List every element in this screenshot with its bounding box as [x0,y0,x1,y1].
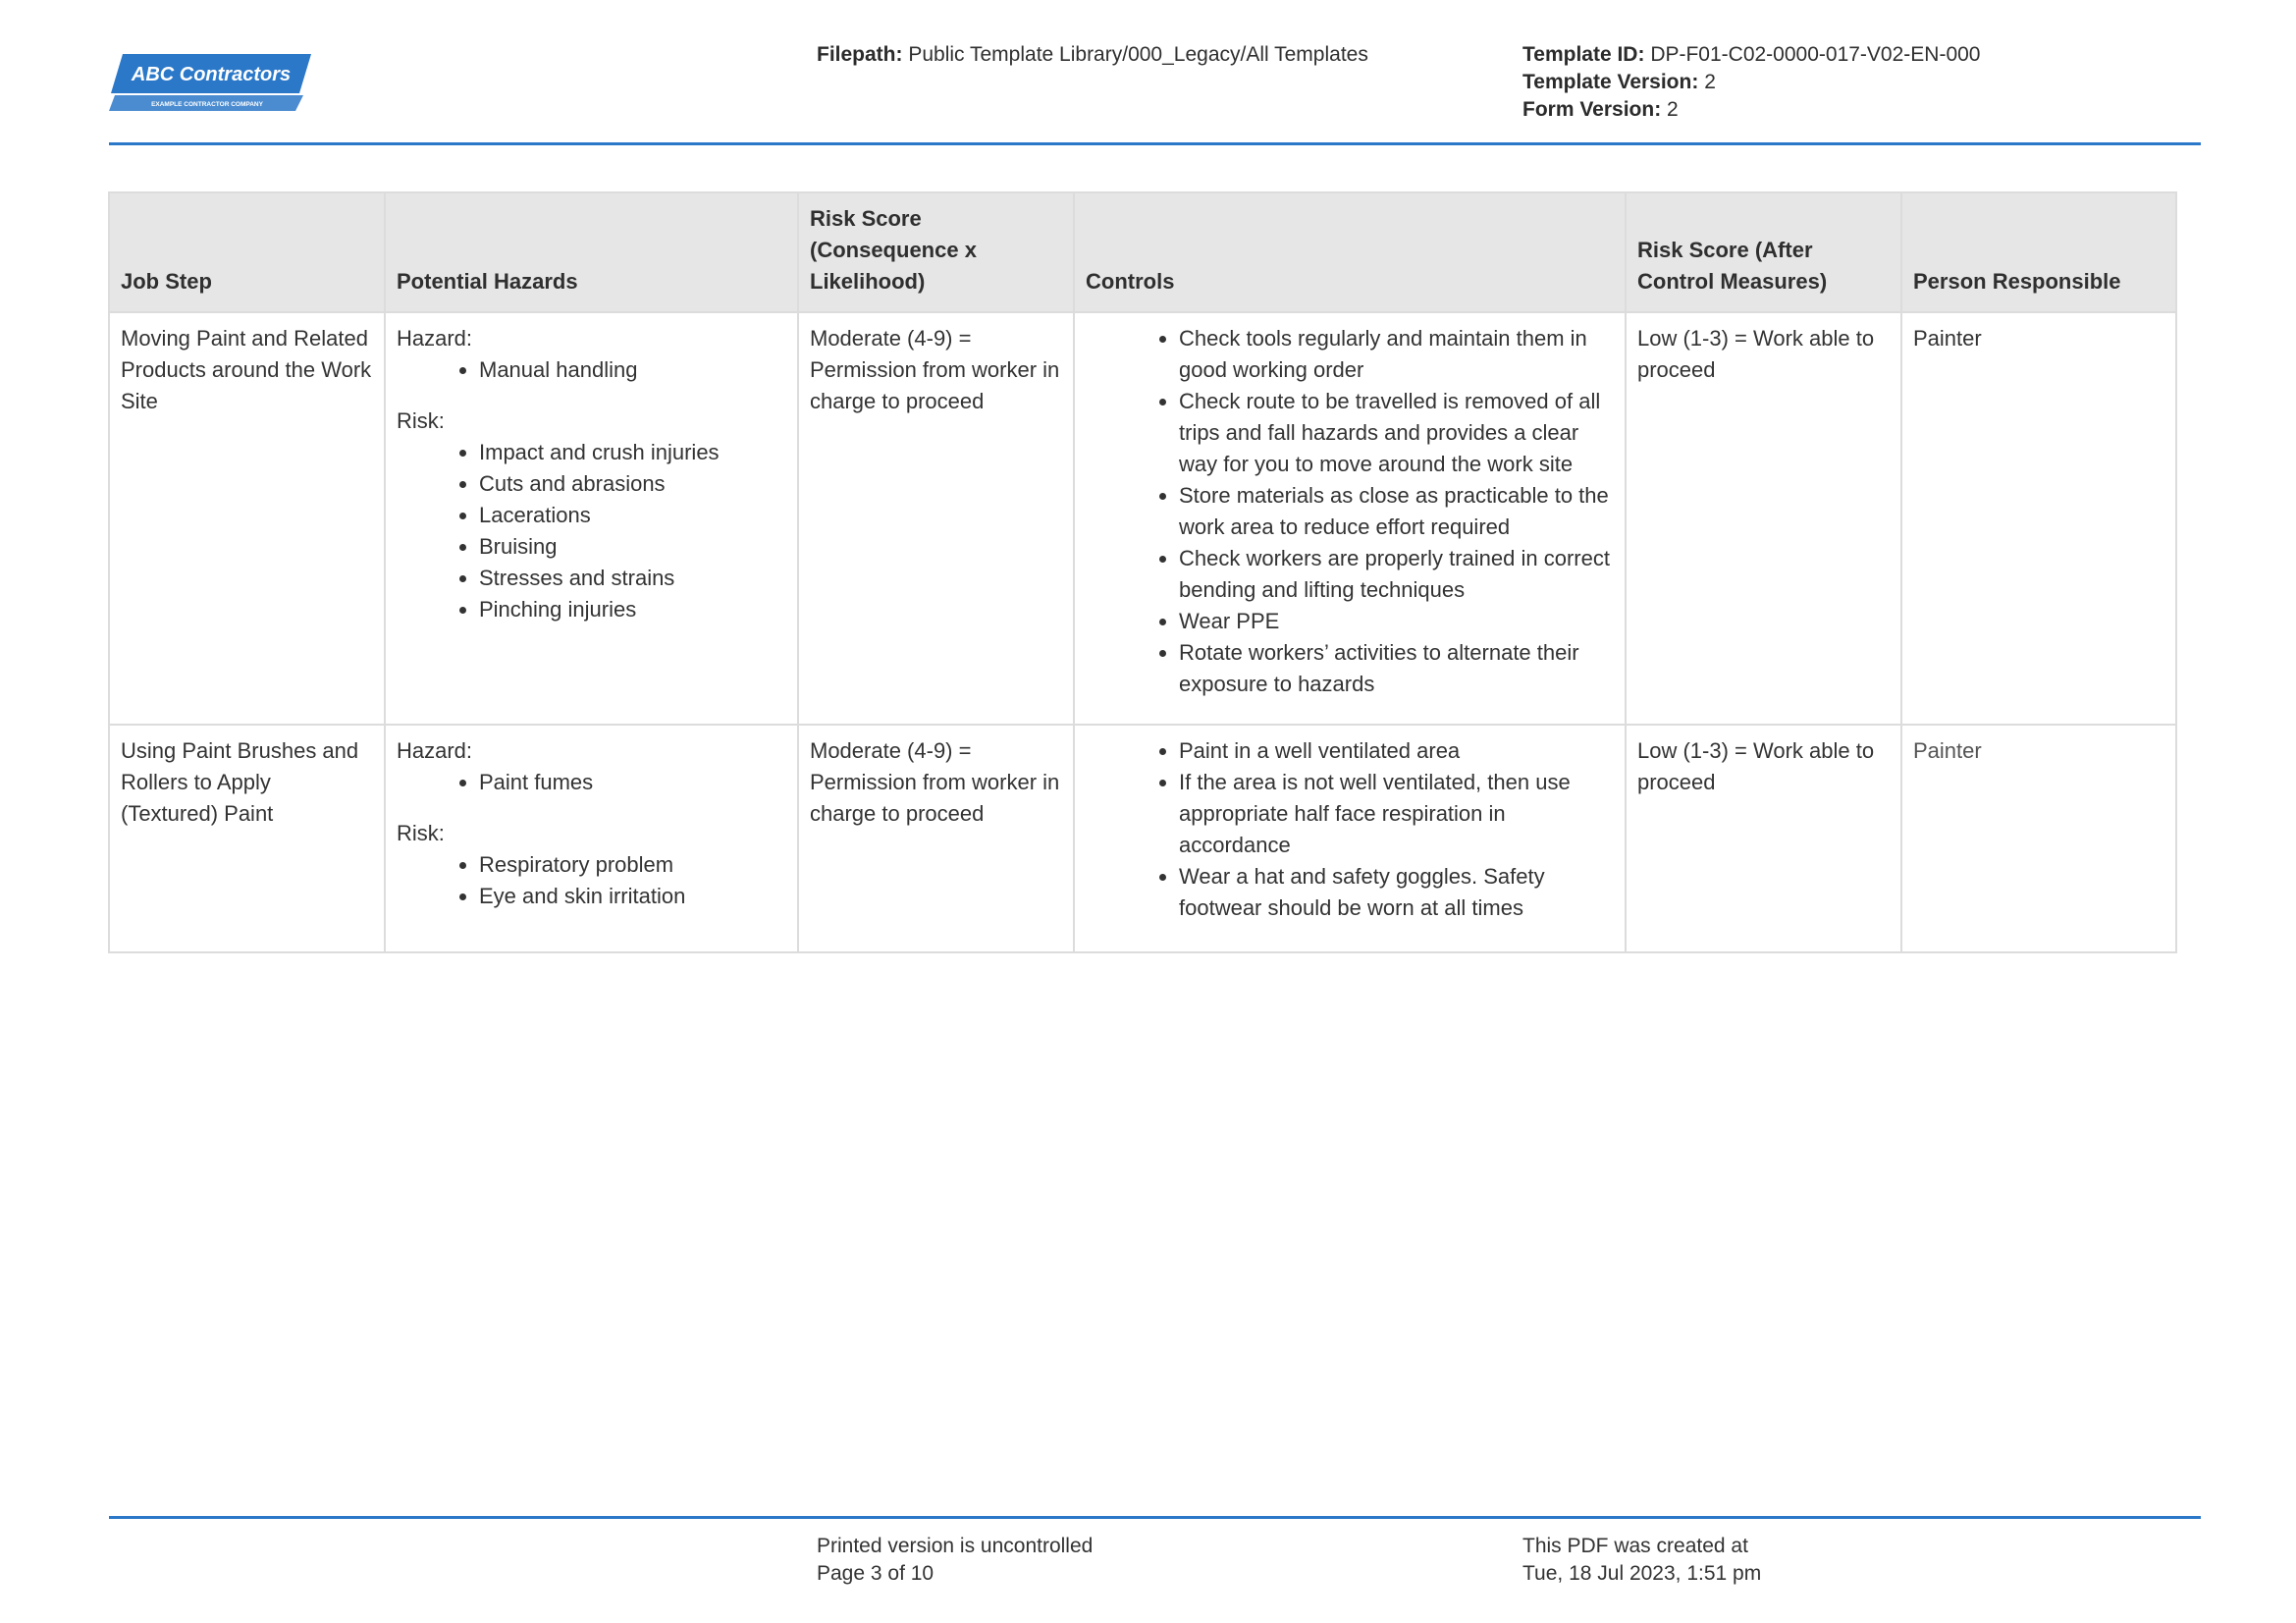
risk-score-cell: Moderate (4-9) = Permission from worker in charge to proceed [798,312,1074,725]
person-responsible-cell: Painter [1901,725,2176,952]
list-item: • Cuts and abrasions [479,468,786,500]
controls-cell [1074,312,1626,725]
list-item: • Paint in a well ventilated area [1179,735,1614,767]
template-id-label: Template ID: [1522,43,1645,66]
column-header-risk-score-after: Risk Score (After Control Measures) [1626,192,1901,312]
list-item: • Stresses and strains [479,563,786,594]
hazard-label: Hazard: [397,326,473,351]
hazard-label: Hazard: [397,738,473,763]
footer-divider [109,1516,2201,1519]
hazard-list [397,354,786,386]
job-step-cell: Using Paint Brushes and Rollers to Apply (Textured) Paint [109,725,385,952]
controls-list [1086,735,1614,924]
list-item: • Bruising [479,531,786,563]
created-label: This PDF was created at [1522,1535,1748,1557]
filepath-value: Public Template Library/000_Legacy/All Templates [908,43,1368,66]
column-header-job-step: Job Step [109,192,385,312]
template-id-value: DP-F01-C02-0000-017-V02-EN-000 [1650,43,1981,66]
filepath [817,41,1368,69]
controls-cell [1074,725,1626,952]
list-item: • Check workers are properly trained in correct bending and lifting techniques [1179,543,1614,606]
risk-score-cell: Moderate (4-9) = Permission from worker in charge to proceed [798,725,1074,952]
column-header-controls: Controls [1074,192,1626,312]
list-item: • Impact and crush injuries [479,437,786,468]
filepath-label: Filepath: [817,43,903,66]
hazards-cell [385,312,798,725]
footer-left [817,1533,1093,1588]
risk-label: Risk: [397,821,445,845]
list-item: • Respiratory problem [479,849,786,881]
controls-list [1086,323,1614,700]
table-row [109,312,2176,725]
column-header-risk-score: Risk Score (Consequence x Likelihood) [798,192,1074,312]
list-item: • Lacerations [479,500,786,531]
risk-label: Risk: [397,408,445,433]
hazards-cell [385,725,798,952]
list-item: • Wear a hat and safety goggles. Safety footwear should be worn at all times [1179,861,1614,924]
footer-right [1522,1533,1761,1588]
template-version-label: Template Version: [1522,71,1699,93]
list-item: • Check route to be travelled is removed of all trips and fall hazards and provides a clear way for you to move around the work site [1179,386,1614,480]
column-header-person-responsible: Person Responsible [1901,192,2176,312]
job-safety-analysis-table [108,191,2177,953]
list-item: • Eye and skin irritation [479,881,786,912]
created-timestamp: Tue, 18 Jul 2023, 1:51 pm [1522,1562,1762,1585]
table-header-row [109,192,2176,312]
list-item: • Manual handling [479,354,786,386]
list-item: • Wear PPE [1179,606,1614,637]
list-item: • Store materials as close as practicable to the work area to reduce effort required [1179,480,1614,543]
form-version-label: Form Version: [1522,98,1662,121]
job-step-cell: Moving Paint and Related Products around the Work Site [109,312,385,725]
company-logo [109,52,315,113]
page-number: Page 3 of 10 [817,1562,934,1585]
list-item: • Paint fumes [479,767,786,798]
table-row [109,725,2176,952]
risk-list [397,849,786,912]
template-version-value: 2 [1704,71,1716,93]
header-divider [109,142,2201,145]
risk-after-cell: Low (1-3) = Work able to proceed [1626,725,1901,952]
person-responsible-cell: Painter [1901,312,2176,725]
list-item: • Check tools regularly and maintain them in good working order [1179,323,1614,386]
form-version-value: 2 [1667,98,1679,121]
list-item: • Pinching injuries [479,594,786,625]
uncontrolled-notice: Printed version is uncontrolled [817,1535,1094,1557]
list-item: • Rotate workers’ activities to alternate their exposure to hazards [1179,637,1614,700]
page-header [0,0,2296,145]
column-header-potential-hazards: Potential Hazards [385,192,798,312]
logo-name: ABC Contractors [131,64,292,85]
logo-tagline: EXAMPLE CONTRACTOR COMPANY [151,101,263,108]
template-meta [1522,41,1980,124]
list-item: • If the area is not well ventilated, then use appropriate half face respiration in accordance [1179,767,1614,861]
risk-after-cell: Low (1-3) = Work able to proceed [1626,312,1901,725]
hazard-list [397,767,786,798]
risk-list [397,437,786,625]
